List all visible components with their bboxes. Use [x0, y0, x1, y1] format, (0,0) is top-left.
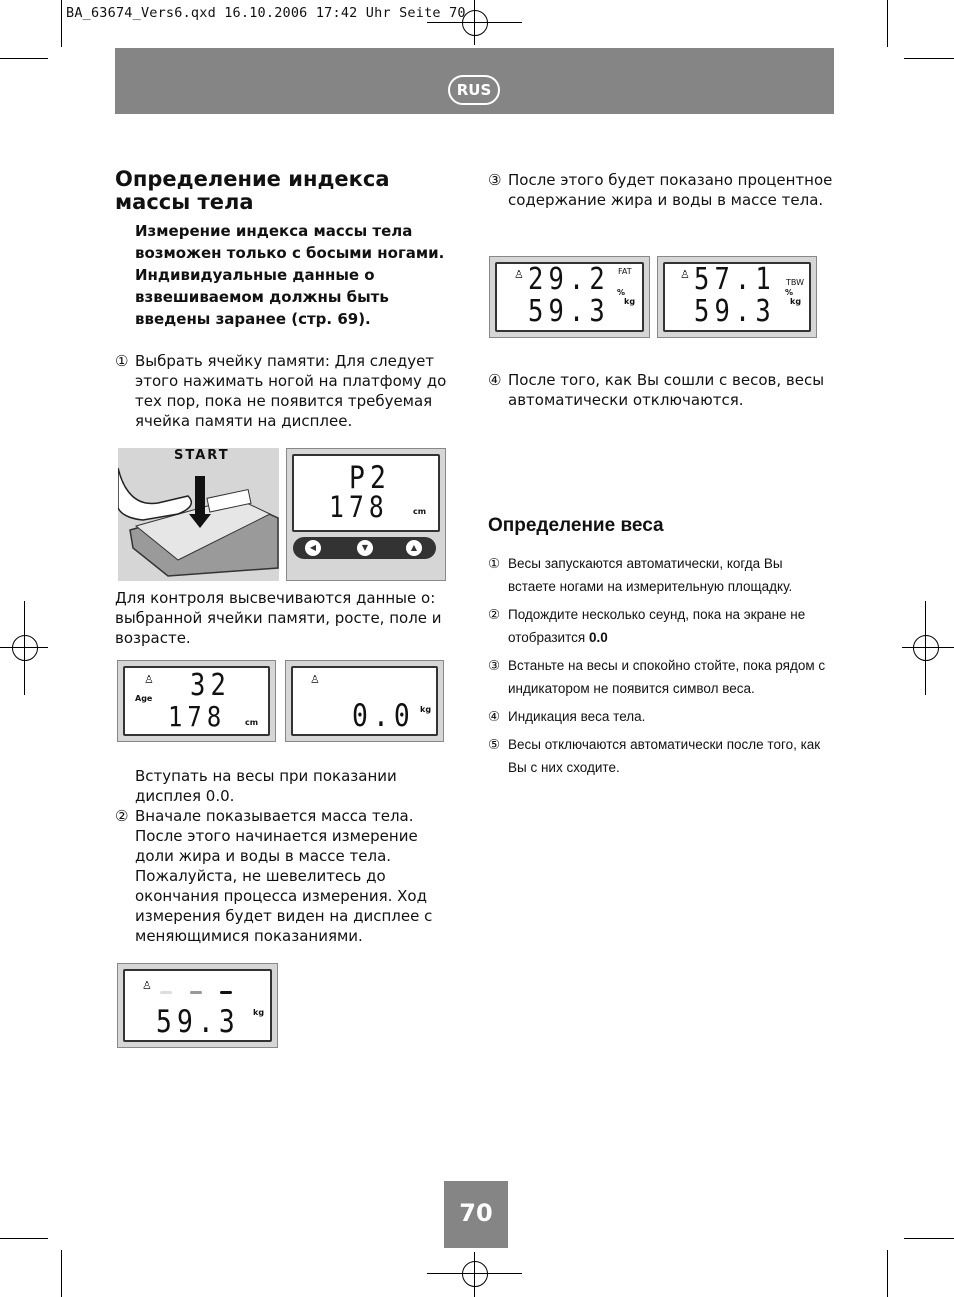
list-item	[488, 733, 833, 779]
item-text: Индикация веса тела.	[508, 709, 646, 724]
crop-mark	[0, 1238, 48, 1239]
item-number: ④	[488, 709, 501, 724]
lcd-unit: kg	[420, 705, 432, 714]
lcd-bottom-value: 178	[168, 700, 227, 733]
print-slug: BA_63674_Vers6.qxd 16.10.2006 17:42 Uhr Seite 70	[66, 5, 466, 21]
lcd-unit: cm	[245, 718, 259, 727]
step-number: ④	[488, 371, 502, 389]
lcd-unit: kg	[253, 1008, 265, 1017]
list-item	[488, 552, 833, 598]
step-number: ②	[115, 807, 129, 825]
lcd-unit: kg	[790, 297, 802, 306]
item-text: Подождите несколько сеунд, пока на экране не отобразится	[508, 607, 806, 645]
registration-mark	[913, 635, 939, 661]
progress-dash	[220, 991, 232, 994]
crop-mark	[0, 58, 48, 59]
lcd-display-zero	[285, 660, 444, 742]
weight-steps-list	[488, 552, 833, 784]
progress-dash	[190, 991, 202, 994]
person-icon: ♙	[310, 673, 320, 686]
lcd-fat-value: 29.2	[528, 262, 610, 297]
step-4	[488, 370, 838, 410]
left-arrow-button[interactable]: ◀	[305, 540, 321, 556]
crop-mark	[904, 58, 954, 59]
person-icon: ♙	[680, 268, 690, 281]
lcd-bottom-value: 178	[329, 490, 389, 524]
crop-mark	[61, 1250, 62, 1297]
person-icon: ♙	[514, 268, 524, 281]
item-text: Весы запускаются автоматически, когда Вы встаете ногами на измерительную площадку.	[508, 556, 793, 594]
control-text: Для контроля высвечиваются данные о: выбранной ячейки памяти, росте, поле и возрасте.	[115, 589, 442, 647]
tbw-tag: TBW	[786, 278, 804, 287]
item-number: ③	[488, 658, 501, 673]
list-item	[488, 705, 833, 728]
list-item	[488, 603, 833, 649]
lcd-value: 59.3	[156, 1004, 240, 1040]
item-number: ⑤	[488, 737, 501, 752]
crop-mark	[887, 0, 888, 47]
foot-on-scale-icon	[118, 448, 279, 581]
step-number: ①	[115, 352, 129, 370]
crop-mark	[904, 1238, 954, 1239]
step-3	[488, 170, 838, 210]
lcd-display-fat	[489, 256, 650, 338]
step-on-text: Вступать на весы при показании дисплея 0.0.	[135, 767, 397, 805]
step-2	[115, 806, 460, 946]
list-item	[488, 654, 833, 700]
item-text: Встаньте на весы и спокойно стойте, пока рядом с индикатором не появится символ веса.	[508, 658, 826, 696]
lcd-unit: kg	[624, 297, 636, 306]
lcd-display-memory	[286, 448, 446, 581]
lcd-top-value: P2	[349, 460, 391, 496]
item-number: ②	[488, 607, 501, 622]
item-number: ①	[488, 556, 501, 571]
up-arrow-button[interactable]: ▲	[406, 540, 422, 556]
step-text: Выбрать ячейку памяти: Для следует этого нажимать ногой на платфому до тех пор, пока не появится требуемая ячейка памяти на дисплее.	[135, 352, 447, 430]
registration-mark	[12, 635, 38, 661]
down-arrow-button[interactable]: ▼	[357, 540, 373, 556]
scale-illustration	[118, 448, 279, 581]
step-text: Вначале показывается масса тела. После этого начинается измерение доли жира и воды в массе тела. Пожалуйста, не шевелитесь до окончания процесса измерения. Ход измерения будет виден на дисплее с меняющимися показаниями.	[135, 807, 433, 945]
age-label: Age	[135, 694, 153, 703]
step-text: После того, как Вы сошли с весов, весы автоматически отключаются.	[508, 371, 825, 409]
language-badge: RUS	[448, 75, 500, 105]
lcd-weight-value: 59.3	[528, 294, 610, 329]
section-title-bmi: Определение индекса массы тела	[115, 167, 390, 214]
start-label: START	[174, 448, 230, 463]
lcd-display-age	[117, 660, 276, 742]
lcd-tbw-value: 57.1	[694, 262, 776, 297]
registration-mark	[462, 10, 488, 36]
item-bold-value: 0.0	[588, 630, 608, 645]
lcd-display-tbw	[657, 256, 817, 338]
percent-sign: %	[617, 288, 626, 297]
lcd-display-weight	[117, 963, 278, 1048]
step-number: ③	[488, 171, 502, 189]
crop-mark	[887, 1250, 888, 1297]
step-text: После этого будет показано процентное содержание жира и воды в массе тела.	[508, 171, 833, 209]
lcd-weight-value: 59.3	[694, 294, 776, 329]
registration-mark	[462, 1261, 488, 1287]
lcd-top-value: 32	[190, 668, 231, 703]
progress-dash	[160, 991, 172, 994]
person-icon: ♙	[142, 979, 152, 992]
person-icon: ♙	[144, 673, 154, 686]
lcd-value: 0.0	[352, 698, 415, 734]
step-1	[115, 351, 453, 431]
bmi-intro: Измерение индекса массы тела возможен только с босыми ногами. Индивидуальные данные о взвешиваемом должны быть введены заранее (стр. 69).	[135, 222, 445, 328]
section-title-weight: Определение веса	[488, 515, 664, 536]
lcd-unit: cm	[413, 507, 427, 516]
crop-mark	[61, 0, 62, 47]
item-text: Весы отключаются автоматически после того, как Вы с них сходите.	[508, 737, 821, 775]
page-number: 70	[444, 1181, 508, 1248]
percent-sign: %	[785, 288, 794, 297]
fat-tag: FAT	[618, 267, 632, 276]
